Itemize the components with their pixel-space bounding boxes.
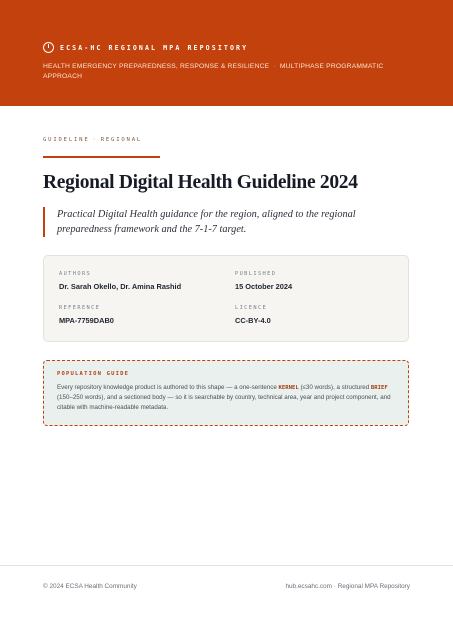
page-footer: [0, 565, 453, 640]
guide-text: [57, 383, 397, 414]
meta-licence: [235, 305, 411, 339]
guide-text-1: Every repository knowledge product is authored to this shape — a one-sentence: [57, 384, 279, 391]
repo-title-row: [43, 42, 410, 53]
accent-rule: [43, 156, 160, 158]
metadata-card: [43, 255, 409, 342]
reference-value: MPA-7759DAB0: [59, 316, 114, 325]
guide-text-3: (150–250 words), and a sectioned body — so it is searchable by country, technical area, year and project component, and citable with machine-readable metadata.: [57, 394, 391, 412]
doc-scope-label: REGIONAL: [100, 137, 143, 143]
meta-published: [235, 271, 411, 305]
guide-text-2: (≤30 words), a structured: [298, 384, 371, 391]
published-value: 15 October 2024: [235, 282, 293, 291]
authors-value: Dr. Sarah Okello, Dr. Amina Rashid: [59, 282, 182, 291]
subtitle-part2: MULTIPHASE PROGRAMMATIC APPROACH: [43, 63, 384, 80]
document-type: [43, 137, 142, 143]
footer-copyright: © 2024 ECSA Health Community: [43, 583, 137, 590]
kernel-keyword: KERNEL: [278, 385, 299, 391]
doc-type-separator: ·: [92, 137, 98, 143]
header-banner: [0, 0, 453, 106]
power-ring-icon: [43, 42, 54, 53]
reference-label: REFERENCE: [59, 305, 101, 311]
footer-site-link[interactable]: hub.ecsahc.com · Regional MPA Repository: [285, 583, 410, 590]
meta-authors: [59, 271, 235, 305]
document-lede: Practical Digital Health guidance for the region, aligned to the regional preparedness framework and the 7-1-7 target.: [43, 207, 383, 237]
guide-title: POPULATION GUIDE: [57, 371, 130, 377]
population-guide: [43, 360, 409, 426]
authors-label: AUTHORS: [59, 271, 92, 277]
repo-subtitle: [43, 62, 393, 81]
licence-value: CC-BY-4.0: [235, 316, 271, 325]
meta-reference: [59, 305, 235, 339]
subtitle-part1: HEALTH EMERGENCY PREPAREDNESS, RESPONSE & RESILIENCE: [43, 63, 270, 70]
licence-label: LICENCE: [235, 305, 268, 311]
brief-keyword: BRIEF: [370, 385, 388, 391]
repo-title: ECSA-HC REGIONAL MPA REPOSITORY: [60, 43, 249, 52]
page-title: Regional Digital Health Guideline 2024: [43, 172, 358, 193]
subtitle-separator: ·: [273, 63, 276, 70]
published-label: PUBLISHED: [235, 271, 277, 277]
doc-type-label: GUIDELINE: [43, 137, 90, 143]
